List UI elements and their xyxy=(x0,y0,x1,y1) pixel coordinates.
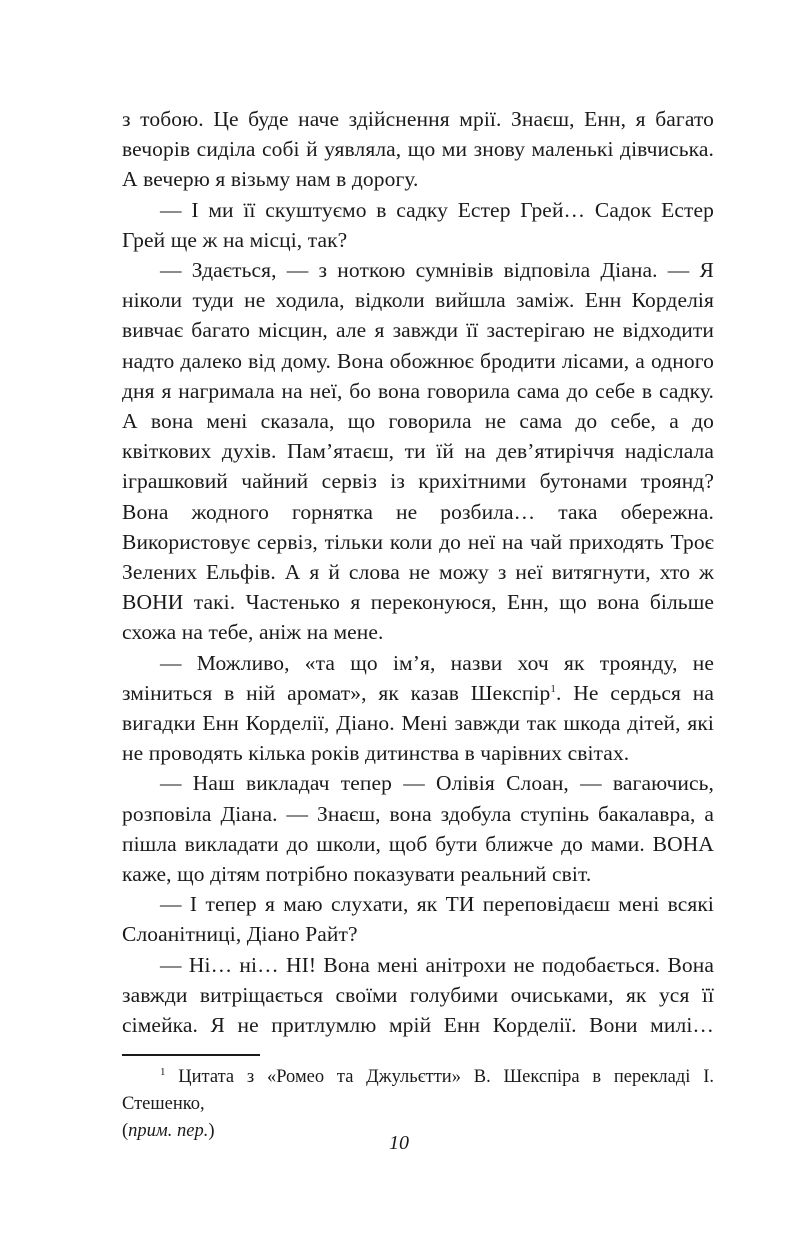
footnote-text: Цитата з «Ромео та Джульєтти» В. Шекспіра в перекладі І. Стешенко, xyxy=(122,1067,714,1115)
paragraph-4 xyxy=(122,648,714,769)
footnote-reference: 1 xyxy=(550,682,556,695)
paragraph-3: — Здається, — з ноткою сумнівів відповіла Діана. — Я ніколи туди не ходила, відколи вийшла заміж. Енн Корделія вивчає багато місцин, але я завжди її застерігаю не відходити надто далеко від дому. Вона обожнює бродити лісами, а одного дня я нагримала на неї, бо вона говорила сама до себе в садку. А вона мені сказала, що говорила не сама до себе, а до квіткових духів. Пам’ятаєш, ти їй на дев’ятиріччя надіслала іграшковий чайний сервіз із крихітними бутонами троянд? Вона жодного горнятка не розбила… така обережна. Використовує сервіз, тільки коли до неї на чай приходять Троє Зелених Ельфів. А я й слова не можу з неї витягнути, хто ж ВОНИ такі. Частенько я переконуюся, Енн, що вона більше схожа на тебе, аніж на мене. xyxy=(122,258,714,645)
page-number: 10 xyxy=(389,1132,409,1154)
footnote-note: прим. пер. xyxy=(128,1121,209,1142)
footnote-note-close: ) xyxy=(208,1121,215,1142)
footnote-divider xyxy=(122,1054,260,1056)
paragraph-2: — І ми її скуштуємо в садку Естер Грей… Садок Естер Грей ще ж на місці, так? xyxy=(122,197,714,252)
paragraph-1: з тобою. Це буде наче здійснення мрії. Знаєш, Енн, я багато вечорів сиділа собі й уявляла, що ми знову маленькі дівчиська. А вечерю я візьму нам в дорогу. xyxy=(122,107,714,192)
paragraph-5: — Наш викладач тепер — Олівія Слоан, — вагаючись, розповіла Діана. — Знаєш, вона здобула ступінь бакалавра, а пішла викладати до школи, щоб бути ближче до мами. ВОНА каже, що дітям потрібно показувати реальний світ. xyxy=(122,771,714,887)
page-content xyxy=(122,104,714,1145)
footnote-marker: 1 xyxy=(160,1066,166,1079)
paragraph-7: — Ні… ні… НІ! Вона мені анітрохи не подобається. Вона завжди витріщається своїми голубими очиськами, як уся її сімейка. Я не притлумлю мрій Енн Корделії. Вони милі… xyxy=(122,952,714,1038)
paragraph-6: — І тепер я маю слухати, як ТИ переповідаєш мені всякі Слоанітниці, Діано Райт? xyxy=(122,892,714,947)
footnote-note-open: ( xyxy=(122,1121,129,1142)
paragraph-4-before: — Можливо, «та що ім’я, назви хоч як троянду, не зміниться в ній аромат», як казав Шекспір xyxy=(122,650,714,705)
main-text xyxy=(122,104,714,1040)
paragraph-4-after: . Не сердься на вигадки Енн Корделії, Діано. Мені завжди так шкода дітей, які не проводять кілька років дитинства в чарівних світах. xyxy=(122,680,714,766)
